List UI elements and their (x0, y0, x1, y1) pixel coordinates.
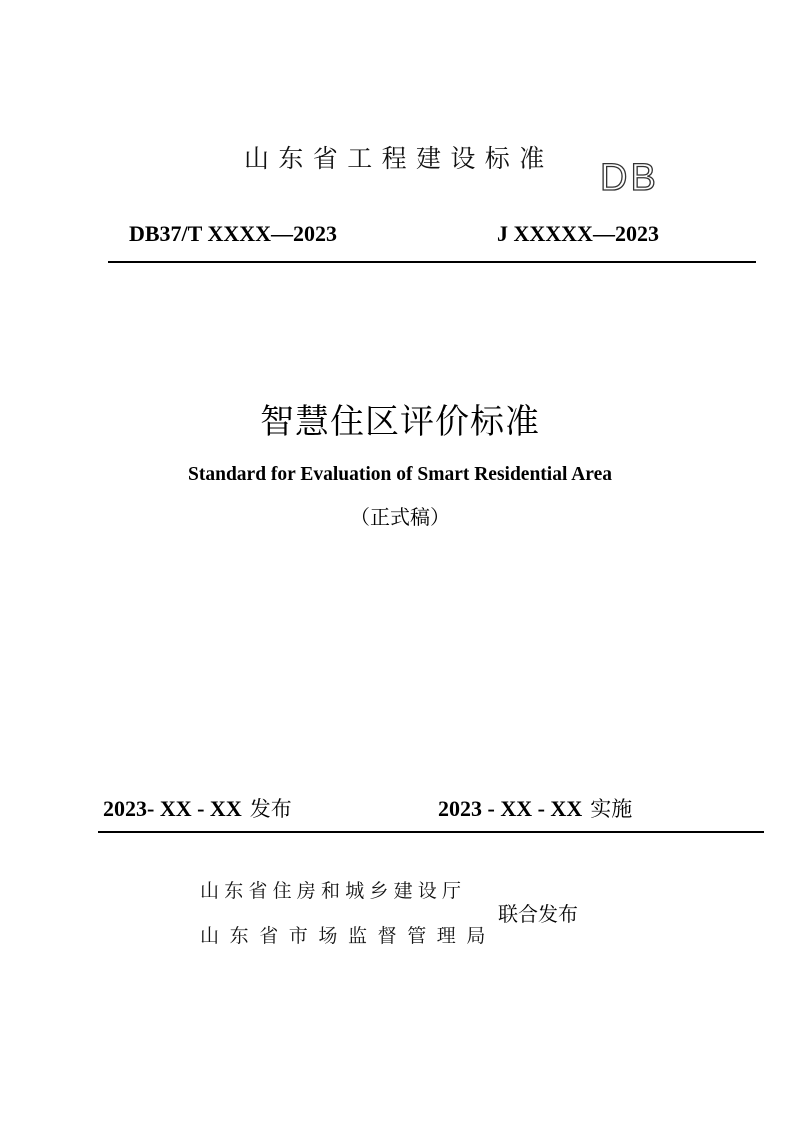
db-logo (600, 157, 670, 199)
document-title-en: Standard for Evaluation of Smart Residential Area (188, 464, 612, 485)
publisher-authority: 山东省住房和城乡建设厅 (200, 880, 467, 902)
implement-date-label: 实施 (590, 797, 633, 821)
publish-date (103, 795, 292, 823)
publish-date-value: 2023- XX - XX (103, 796, 242, 821)
standard-code: DB37/T XXXX—2023 (129, 221, 338, 246)
publish-date-label: 发布 (249, 797, 292, 821)
header-divider (108, 261, 756, 263)
publisher-authority: 山东省市场监督管理局 (200, 925, 497, 947)
joint-publish-label: 联合发布 (498, 902, 578, 926)
record-code: J XXXXX—2023 (497, 221, 659, 246)
footer-divider (98, 831, 764, 833)
document-title-cn: 智慧住区评价标准 (260, 402, 540, 442)
implement-date (438, 795, 632, 823)
implement-date-value: 2023 - XX - XX (438, 796, 583, 821)
org-standard-heading: 山东省工程建设标准 (244, 144, 554, 173)
draft-status-label: （正式稿） (350, 505, 450, 529)
db-logo-text: DB (600, 157, 659, 199)
